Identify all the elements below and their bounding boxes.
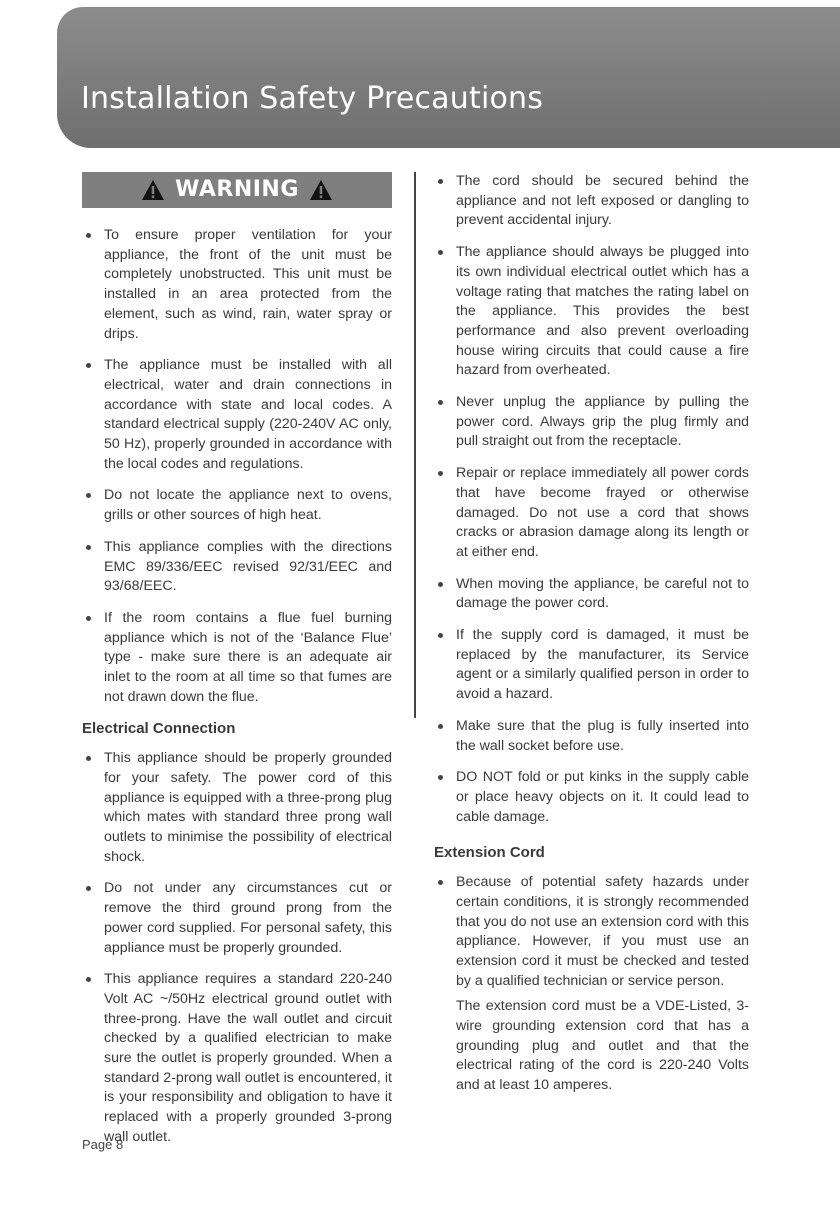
- right-column: [434, 172, 749, 1096]
- warning-triangle-icon: [141, 179, 165, 201]
- list-item: This appliance requires a standard 220-240 Volt AC ~/50Hz electrical ground outlet with three-prong. Have the wall outlet and circuit checked by a qualified electrician to make sure the outlet is properly grounded. When a standard 2-prong wall outlet is encountered, it is your responsibility and obligation to have it replaced with a properly grounded 3-prong wall outlet.: [82, 970, 392, 1147]
- list-item: The cord should be secured behind the appliance and not left exposed or dangling to prevent accidental injury.: [434, 172, 749, 231]
- electrical-list: [82, 749, 392, 1147]
- page-header: [57, 7, 840, 148]
- extension-paragraph: The extension cord must be a VDE-Listed, 3-wire grounding extension cord that has a grounding plug and outlet and that the electrical rating of the cord is 220-240 Volts and at least 10 amperes.: [456, 998, 749, 1094]
- extension-cord-heading: Extension Cord: [434, 844, 545, 862]
- list-item: Repair or replace immediately all power cords that have become frayed or otherwise damaged. Do not use a cord that shows cracks or abrasion damage along its length or at either end.: [434, 464, 749, 563]
- list-item: If the room contains a flue fuel burning appliance which is not of the ‘Balance Flue’ type - make sure there is an adequate air inlet to the room at all time so that fumes are not drawn down the flue.: [82, 609, 392, 708]
- warning-label: WARNING: [175, 177, 299, 203]
- page-number: Page 8: [82, 1137, 124, 1152]
- list-item: Do not under any circumstances cut or remove the third ground prong from the power cord supplied. For personal safety, this appliance must be properly grounded.: [82, 879, 392, 958]
- cord-safety-list: [434, 172, 749, 827]
- column-divider: [414, 172, 416, 718]
- page-title: Installation Safety Precautions: [81, 81, 544, 116]
- list-item: When moving the appliance, be careful not to damage the power cord.: [434, 575, 749, 614]
- list-item: The appliance must be installed with all electrical, water and drain connections in accordance with state and local codes. A standard electrical supply (220-240V AC only, 50 Hz), properly grounded in accordance with the local codes and regulations.: [82, 356, 392, 474]
- list-item: Do not locate the appliance next to ovens, grills or other sources of high heat.: [82, 486, 392, 525]
- list-item: Because of potential safety hazards under certain conditions, it is strongly recommended that you do not use an extension cord with this appliance. However, if you must use an extension cord it must be checked and tested by a qualified technician or service person.: [434, 873, 749, 991]
- warning-banner: [82, 172, 392, 208]
- list-item: This appliance complies with the directions EMC 89/336/EEC revised 92/31/EEC and 93/68/EEC.: [82, 538, 392, 597]
- intro-list: [82, 226, 392, 707]
- list-item: To ensure proper ventilation for your appliance, the front of the unit must be completely unobstructed. This unit must be installed in an area protected from the element, such as wind, rain, water spray or drips.: [82, 226, 392, 344]
- left-column: [82, 172, 392, 1160]
- list-item: If the supply cord is damaged, it must be replaced by the manufacturer, its Service agent or a similarly qualified person in order to avoid a hazard.: [434, 626, 749, 705]
- electrical-connection-heading: Electrical Connection: [82, 720, 236, 738]
- warning-triangle-icon: [309, 179, 333, 201]
- list-item: The appliance should always be plugged into its own individual electrical outlet which has a voltage rating that matches the rating label on the appliance. This provides the best performance and also prevent overloading house wiring circuits that could cause a fire hazard from overheated.: [434, 243, 749, 381]
- list-item: This appliance should be properly grounded for your safety. The power cord of this appliance is equipped with a three-prong plug which mates with standard three prong wall outlets to minimise the possibility of electrical shock.: [82, 749, 392, 867]
- list-item: Make sure that the plug is fully inserted into the wall socket before use.: [434, 717, 749, 756]
- list-item: DO NOT fold or put kinks in the supply cable or place heavy objects on it. It could lead to cable damage.: [434, 768, 749, 827]
- extension-list: [434, 873, 749, 991]
- list-item: Never unplug the appliance by pulling the power cord. Always grip the plug firmly and pull straight out from the receptacle.: [434, 393, 749, 452]
